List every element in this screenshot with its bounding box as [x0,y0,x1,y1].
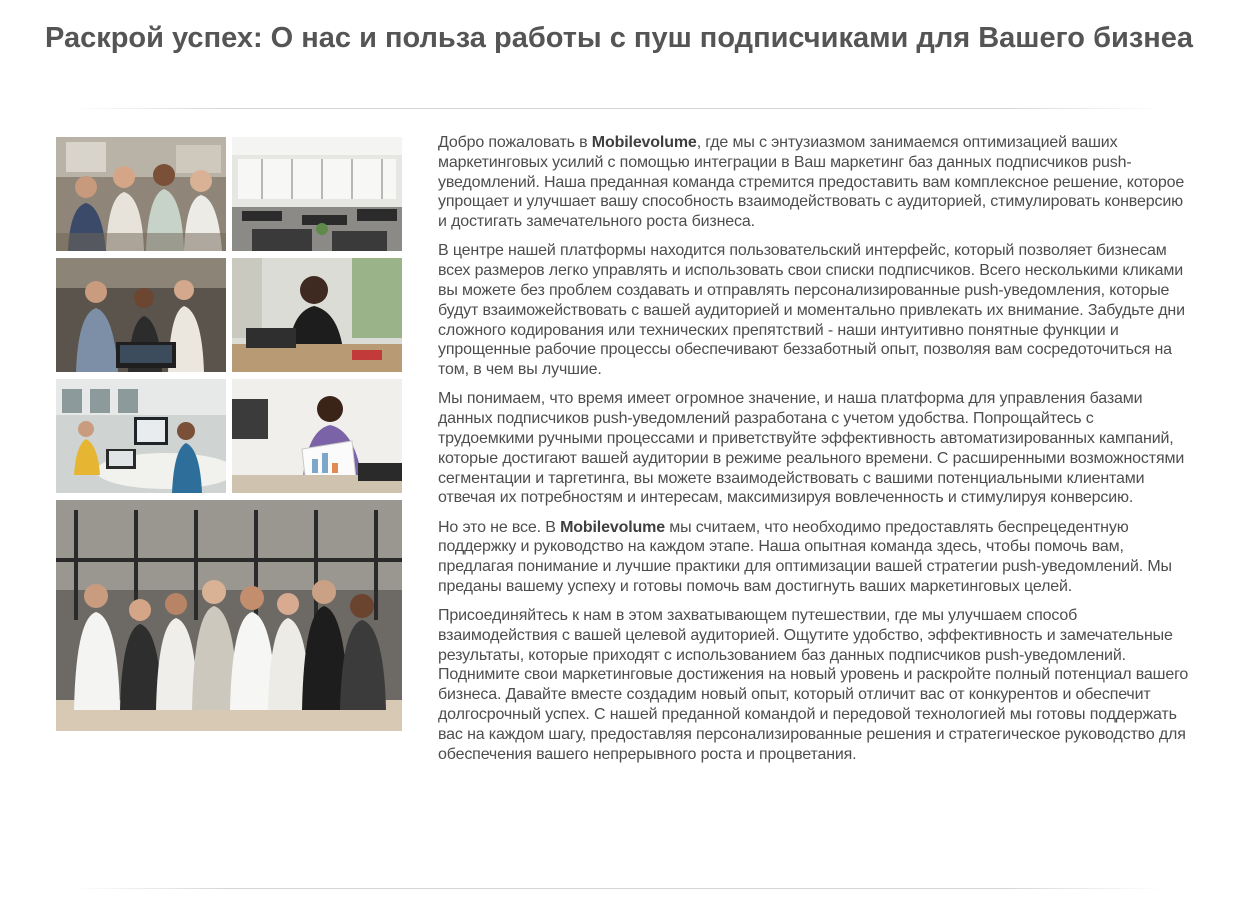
about-paragraph-intro: Добро пожаловать в Mobilevolume, где мы с энтузиазмом занимаемся оптимизацией ваших маркетинговых усилий с помощью интеграции в Ваш маркетинг баз данных подписчиков push-уведомлений. Наша преданная команда стремится предоставить вам комплексное решение, которое упрощает и улучшает вашу способность взаимодействовать с аудиторией, стимулировать конверсию и достигать замечательного роста бизнеса. [438,134,1185,231]
photo-gallery [56,137,402,731]
team-thumbs-up-photo [56,500,402,731]
team-selfie-photo [56,137,226,251]
coworking-desks-photo [56,379,226,493]
about-paragraph-platform: В центре нашей платформы находится пользовательский интерфейс, который позволяет бизнесам всех размеров легко управлять и использовать свои списки подписчиков. Всего несколькими кликами вы можете без проблем создавать и отправлять персонализированные push-уведомления, которые будут взаиможействовать с вашей аудиторией и моментально привлекать их внимание. Забудьте дни сложного кодирования или технических препятствий - наши интуитивно понятные функции и упрощенные рабочие процессы обеспечивают беззаботный опыт, позволяя вам сосредоточиться на том, в чем вы лучшие. [438,242,1185,379]
brand-name-2: Mobilevolume [560,518,665,536]
about-paragraph-support: Но это не все. В Mobilevolume мы считаем, что необходимо предоставлять беспрецедентную поддержку и руководство на каждом этапе. Наша опытная команда здесь, чтобы помочь вам, предлагая понимание и лучшие практики для оптимизации вашей стратегии push-уведомлений. Мы преданы вашему успеху и готовы помочь вам достигнуть ваших маркетинговых целей. [438,518,1172,595]
bottom-divider [70,888,1164,889]
about-paragraph-time: Мы понимаем, что время имеет огромное значение, и наша платформа для управления базами данных подписчиков push-уведомлений разработана с учетом удобства. Попрощайтесь с трудоемкими ручными процессами и приветствуйте эффективность автоматизированных кампаний, которые достигают вашей аудитории в режиме реального времени. С расширенными возможностями сегментации и таргетинга, вы можете взаимодействовать с вашими потенциальными клиентами отвечая их потребностям и интересам, максимизируя вовлеченность и стимулируя конверсию. [438,390,1185,507]
team-at-laptop-photo [56,258,226,372]
woman-reading-charts-photo [232,379,402,493]
office-interior-photo [232,137,402,251]
top-divider [70,108,1164,109]
woman-on-phone-photo [232,258,402,372]
page-title: Раскрой успех: О нас и польза работы с пуш подписчиками для Вашего бизнеа [44,22,1194,54]
about-text [438,133,1192,774]
about-paragraph-join: Присоединяйтесь к нам в этом захватывающем путешествии, где мы улучшаем способ взаимодействия с вашей целевой аудиторией. Ощутите удобство, эффективность и замечательные результаты, которые приходят с использованием баз данных подписчиков push-уведомлений. Поднимите свои маркетинговые достижения на новый уровень и раскройте полный потенциал вашего бизнеса. Давайте вместе создадим новый опыт, который отличит вас от конкурентов и обеспечит долгосрочный успех. С нашей преданной командой и передовой технологией мы готовы поддержать вас на каждом шагу, предоставляя персонализированные решения и стратегическое руководство для обеспечения вашего непрерывного роста и процветания. [438,607,1189,763]
brand-name: Mobilevolume [591,134,697,151]
